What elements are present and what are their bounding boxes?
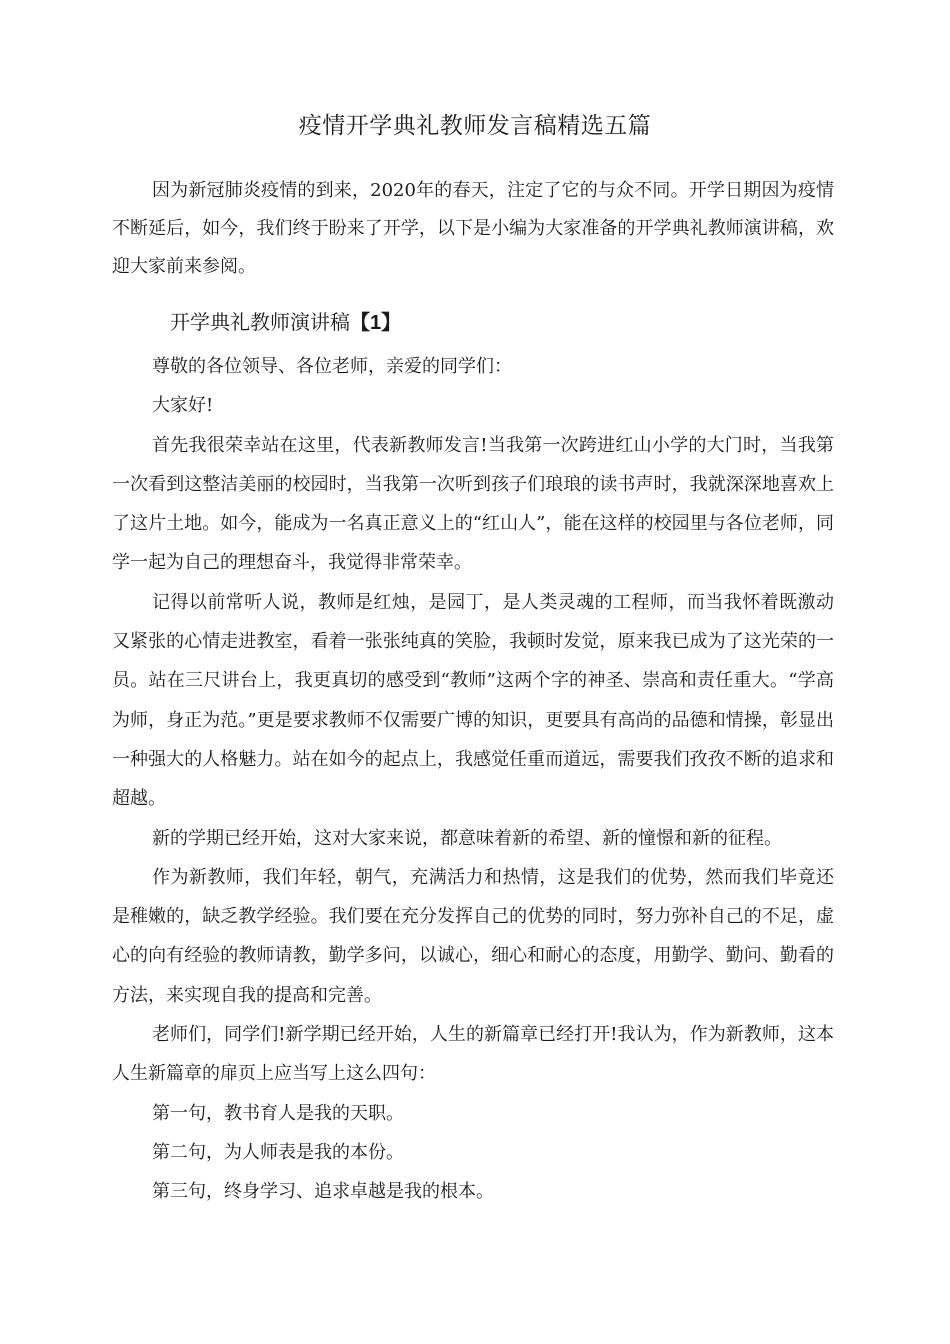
section-heading-number: 【1】 xyxy=(350,312,402,334)
speech-paragraph: 老师们，同学们!新学期已经开始，人生的新篇章已经打开!我认为，作为新教师，这本人生新篇章的扉页上应当写上这么四句： xyxy=(112,1024,834,1085)
intro-paragraph: 因为新冠肺炎疫情的到来，2020年的春天，注定了它的与众不同。开学日期因为疫情不断延后，如今，我们终于盼来了开学，以下是小编为大家准备的开学典礼教师演讲稿，欢迎大家前来参阅。 xyxy=(112,180,834,277)
speech-paragraph: 记得以前常听人说，教师是红烛，是园丁，是人类灵魂的工程师，而当我怀着既激动又紧张的心情走进教室，看着一张张纯真的笑脸，我顿时发觉，原来我已成为了这光荣的一员。站在三尺讲台上，我更真切的感受到“教师”这两个字的神圣、崇高和责任重大。“学高为师，身正为范。”更是要求教师不仅需要广博的知识，更要具有高尚的品德和情操，彰显出一种强大的人格魅力。站在如今的起点上，我感觉任重而道远，需要我们孜孜不断的追求和超越。 xyxy=(112,591,834,810)
section-heading-text: 开学典礼教师演讲稿 xyxy=(170,310,350,334)
speech-salutation: 尊敬的各位领导、各位老师，亲爱的同学们： xyxy=(152,356,512,377)
section-heading xyxy=(170,304,401,341)
speech-body xyxy=(112,347,834,1212)
speech-paragraph: 新的学期已经开始，这对大家来说，都意味着新的希望、新的憧憬和新的征程。 xyxy=(152,827,782,849)
document-title: 疫情开学典礼教师发言稿精选五篇 xyxy=(298,113,652,139)
speech-line: 第二句，为人师表是我的本份。 xyxy=(152,1141,404,1163)
speech-paragraph: 作为新教师，我们年轻，朝气，充满活力和热情，这是我们的优势，然而我们毕竟还是稚嫩的，缺乏教学经验。我们要在充分发挥自己的优势的同时，努力弥补自己的不足，虚心的向有经验的教师请教，勤学多问，以诚心，细心和耐心的态度，用勤学、勤问、勤看的方法，来实现自我的提高和完善。 xyxy=(112,866,834,1006)
speech-paragraph: 首先我很荣幸站在这里，代表新教师发言!当我第一次跨进红山小学的大门时，当我第一次看到这整洁美丽的校园时，当我第一次听到孩子们琅琅的读书声时，我就深深地喜欢上了这片土地。如今，能成为一名真正意义上的“红山人”，能在这样的校园里与各位老师，同学一起为自己的理想奋斗，我觉得非常荣幸。 xyxy=(112,434,834,574)
speech-line: 第三句，终身学习、追求卓越是我的根本。 xyxy=(152,1181,494,1203)
speech-greeting: 大家好! xyxy=(152,395,214,417)
speech-line: 第一句，教书育人是我的天职。 xyxy=(152,1102,404,1124)
